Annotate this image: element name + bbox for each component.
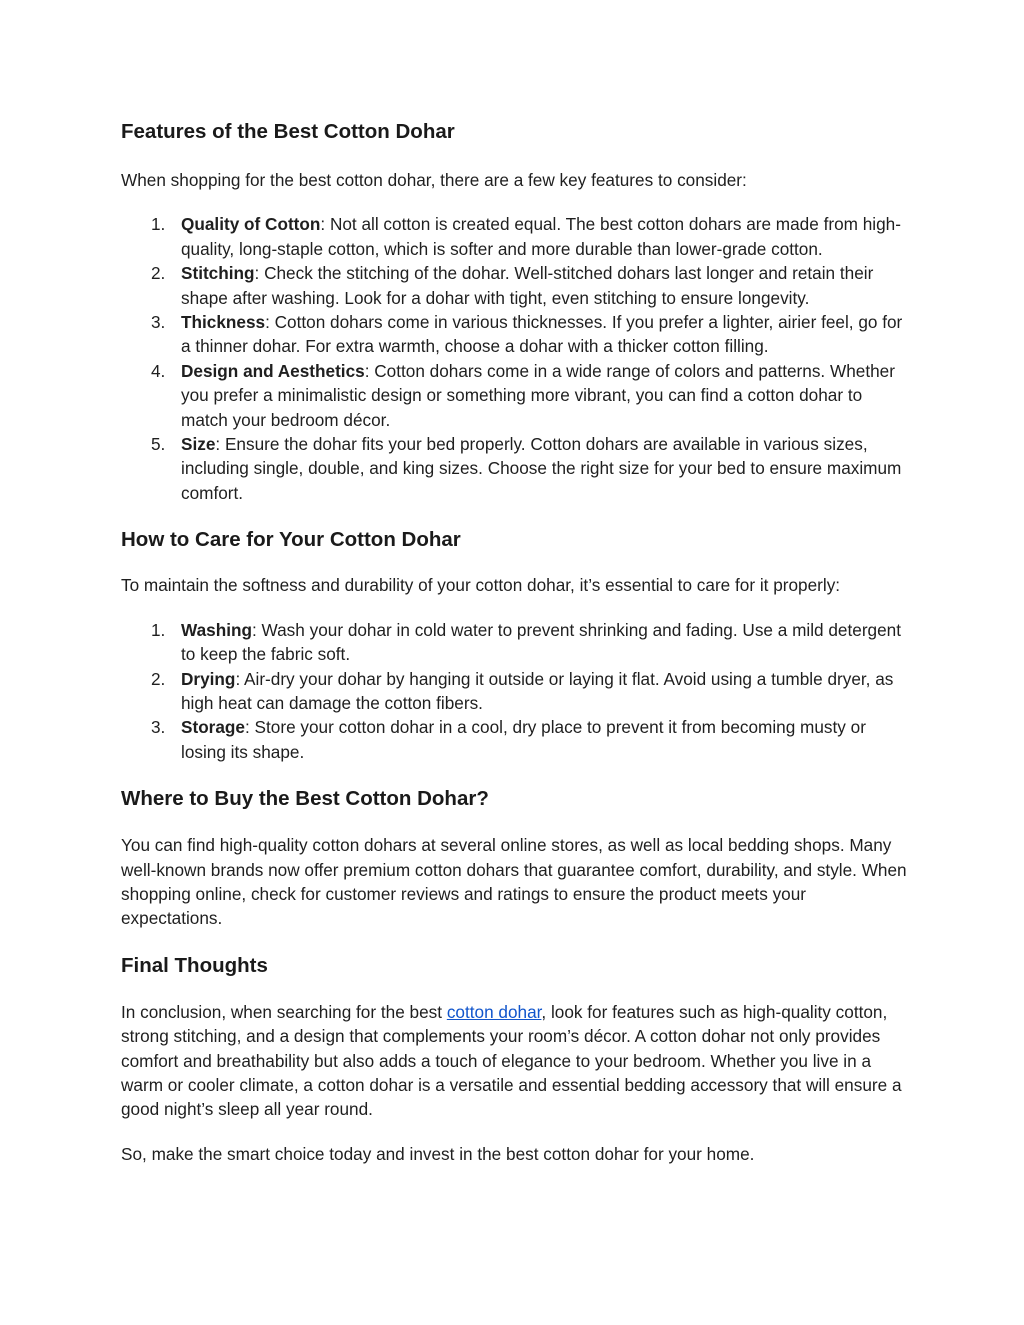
section-body-final-thoughts: In conclusion, when searching for the best cotton dohar, look for features such as high-quality cotton, strong stitching, and a design that complements your room’s décor. A cotton dohar not only provides comfort and breathability but also adds a touch of elegance to your bedroom. Whether you live in a warm or cooler climate, a cotton dohar is a versatile and essential bedding accessory that will ensure a good night’s sleep all year round. — [121, 1001, 902, 1120]
list-item: 5. Size: Ensure the dohar fits your bed properly. Cotton dohars are available in various sizes, including single, double, and king sizes. Choose the right size for your bed to ensure maximum comfort. — [151, 434, 902, 503]
item-label: Quality of Cotton — [181, 214, 321, 235]
section-heading-where-to-buy: Where to Buy the Best Cotton Dohar? — [121, 787, 489, 811]
list-item: 3. Thickness: Cotton dohars come in various thicknesses. If you prefer a lighter, airier feel, go for a thinner dohar. For extra warmth, choose a dohar with a thicker cotton filling. — [151, 312, 903, 357]
list-item: 1. Washing: Wash your dohar in cold water to prevent shrinking and fading. Use a mild detergent to keep the fabric soft. — [151, 619, 902, 665]
item-text: : Cotton dohars come in a wide range of colors and patterns. Whether you prefer a minimalistic design or something more vibrant, you can find a cotton dohar to match your bedroom décor. — [181, 360, 895, 430]
cotton-dohar-link[interactable]: cotton dohar — [446, 1001, 542, 1022]
item-label: Thickness — [181, 312, 266, 333]
section-body-where-to-buy: You can find high-quality cotton dohars at several online stores, as well as local bedding shops. Many well-known brands now offer premium cotton dohars that guarantee comfort, durability, and style. When shopping online, check for customer reviews and ratings to ensure the product meets your expectations. — [121, 835, 907, 929]
document-page — [121, 117, 911, 1166]
list-item: 3. Storage: Store your cotton dohar in a cool, dry place to prevent it from becoming musty or losing its shape. — [151, 717, 866, 762]
closing-paragraph: So, make the smart choice today and invest in the best cotton dohar for your home. — [121, 1143, 755, 1164]
item-label: Design and Aesthetics — [181, 360, 365, 381]
care-list — [121, 618, 911, 764]
item-text: : Air-dry your dohar by hanging it outside or laying it flat. Avoid using a tumble dryer, as high heat can damage the cotton fibers. — [181, 668, 894, 713]
item-label: Storage — [181, 717, 245, 738]
item-label: Washing — [181, 619, 252, 640]
item-text: : Cotton dohars come in various thicknesses. If you prefer a lighter, airier feel, go for a thinner dohar. For extra warmth, choose a dohar with a thicker cotton filling. — [181, 312, 903, 357]
section-intro-care: To maintain the softness and durability of your cotton dohar, it’s essential to care for it properly: — [121, 575, 841, 596]
list-item: 2. Stitching: Check the stitching of the dohar. Well-stitched dohars last longer and retain their shape after washing. Look for a dohar with tight, even stitching to ensure longevity. — [151, 263, 874, 308]
item-text: : Not all cotton is created equal. The best cotton dohars are made from high-quality, long-staple cotton, which is softer and more durable than lower-grade cotton. — [181, 214, 901, 259]
item-label: Drying — [181, 668, 236, 689]
section-heading-features: Features of the Best Cotton Dohar — [121, 120, 455, 143]
item-label: Size — [181, 434, 216, 455]
list-item: 2. Drying: Air-dry your dohar by hanging it outside or laying it flat. Avoid using a tumble dryer, as high heat can damage the cotton fibers. — [151, 668, 894, 713]
section-heading-care: How to Care for Your Cotton Dohar — [121, 528, 461, 552]
item-text: : Store your cotton dohar in a cool, dry place to prevent it from becoming musty or losing its shape. — [181, 717, 866, 762]
item-label: Stitching — [181, 263, 255, 284]
item-text: : Check the stitching of the dohar. Well-stitched dohars last longer and retain their shape after washing. Look for a dohar with tight, even stitching to ensure longevity. — [181, 263, 874, 308]
section-heading-final-thoughts: Final Thoughts — [121, 953, 268, 977]
item-text: : Ensure the dohar fits your bed properly. Cotton dohars are available in various sizes, including single, double, and king sizes. Choose the right size for your bed to ensure maximum comfort. — [181, 434, 902, 503]
features-list — [121, 212, 911, 505]
list-item: 1. Quality of Cotton: Not all cotton is created equal. The best cotton dohars are made from high-quality, long-staple cotton, which is softer and more durable than lower-grade cotton. — [151, 214, 901, 259]
list-item: 4. Design and Aesthetics: Cotton dohars come in a wide range of colors and patterns. Whether you prefer a minimalistic design or something more vibrant, you can find a cotton dohar to match your bedroom décor. — [151, 360, 895, 430]
item-text: : Wash your dohar in cold water to prevent shrinking and fading. Use a mild detergent to keep the fabric soft. — [181, 619, 902, 665]
section-intro-features: When shopping for the best cotton dohar, there are a few key features to consider: — [121, 170, 747, 190]
